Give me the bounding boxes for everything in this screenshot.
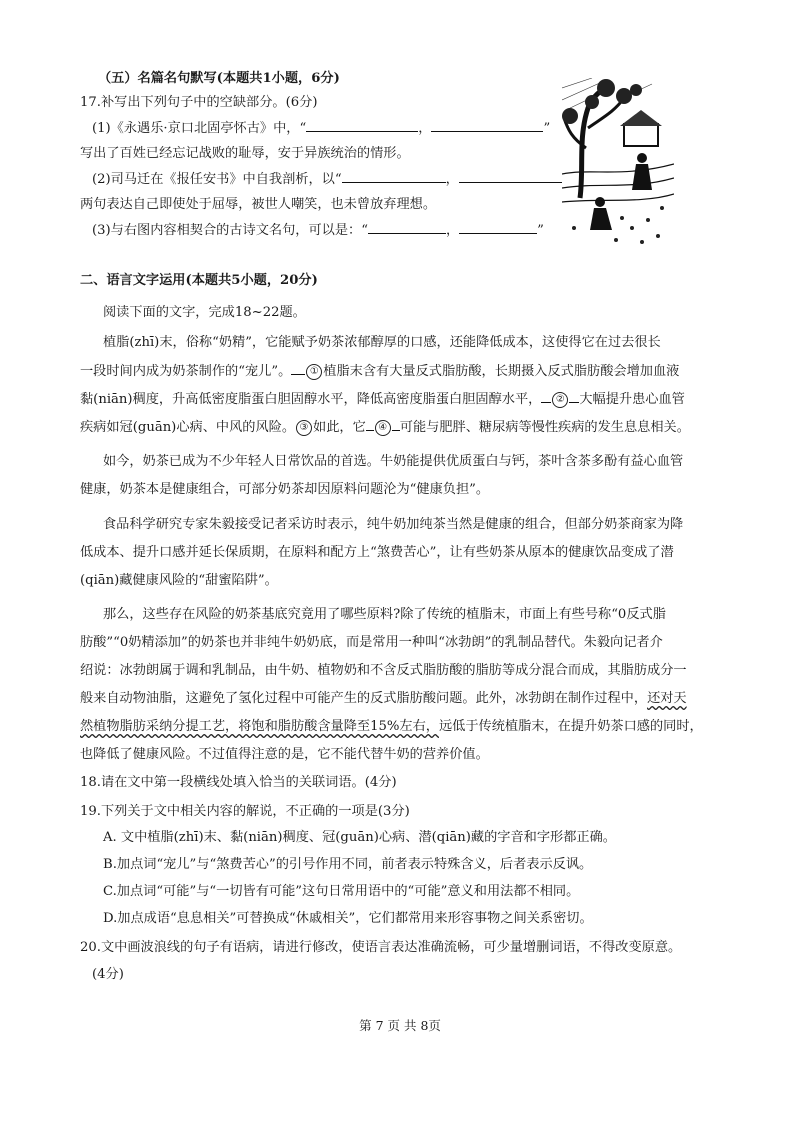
para4-line3: 绍说：冰勃朗属于调和乳制品，由牛奶、植物奶和不含反式脂肪酸的脂肪等成分混合而成，其脂肪成分一 [80, 663, 687, 678]
question-17-3: (3)与右图内容相契合的古诗文名句，可以是：“ ， ” [92, 223, 544, 238]
question-19-option-a[interactable]: A. 文中植脂(zhī)末、黏(niān)稠度、冠(guān)心病、潜(qiān)藏的字音和字形都正确。 [103, 830, 616, 845]
question-19-option-d[interactable]: D.加点成语“息息相关”可替换成“休戚相关”，它们都常用来形容事物之间关系密切。 [103, 911, 593, 926]
para4-line6: 也降低了健康风险。不过值得注意的是，它不能代替牛奶的营养价值。 [80, 747, 489, 762]
para4-line4: 般来自动物油脂，这避免了氢化过程中可能产生的反式脂肪酸问题。此外，冰勃朗在制作过程中，还对天 [80, 691, 687, 706]
para4-line2: 肪酸”“0奶精添加”的奶茶也并非纯牛奶奶底，而是常用一种叫“冰勃朗”的乳制品替代。朱毅向记者介 [80, 635, 663, 650]
section5-heading: （五）名篇名句默写(本题共1小题，6分) [98, 71, 340, 86]
answer-blank[interactable] [392, 418, 400, 431]
reading-intro: 阅读下面的文字，完成18~22题。 [103, 305, 306, 320]
answer-blank[interactable] [459, 221, 537, 234]
question-19: 19.下列关于文中相关内容的解说，不正确的一项是(3分) [80, 804, 410, 819]
answer-blank[interactable] [431, 119, 543, 132]
answer-blank[interactable] [366, 418, 374, 431]
para4-line1: 那么，这些存在风险的奶茶基底究竟用了哪些原料?除了传统的植脂末，市面上有些号称“0反式脂 [103, 607, 666, 622]
section2-heading: 二、语言文字运用(本题共5小题，20分) [80, 273, 318, 288]
para2-line1: 如今，奶茶已成为不少年轻人日常饮品的首选。牛奶能提供优质蛋白与钙，茶叶含茶多酚有益心血管 [103, 454, 684, 469]
question-20: 20.文中画波浪线的句子有语病，请进行修改，使语言表达准确流畅，可少量增删词语，不得改变原意。 [80, 940, 682, 955]
page-footer: 第 7 页 共 8页 [359, 1018, 441, 1033]
answer-blank[interactable] [291, 362, 305, 375]
answer-blank[interactable] [541, 390, 551, 403]
marker-4: ④ [375, 420, 391, 436]
answer-blank[interactable] [569, 390, 579, 403]
para3-line3: (qiān)藏健康风险的“甜蜜陷阱”。 [80, 573, 278, 588]
question-17-1-desc: 写出了百姓已经忘记战败的耻辱，安于异族统治的情形。 [80, 146, 410, 161]
answer-blank[interactable] [459, 170, 563, 183]
answer-blank[interactable] [342, 170, 446, 183]
wavy-underlined-sentence: 然植物脂肪采纳分提工艺，将饱和脂肪酸含量降至15%左右， [80, 719, 439, 734]
para1-line1: 植脂(zhī)末，俗称“奶精”，它能赋予奶茶浓郁醇厚的口感，还能降低成本，这使得它在过去很长 [103, 335, 661, 350]
para1-line3: 黏(niān)稠度，升高低密度脂蛋白胆固醇水平，降低高密度脂蛋白胆固醇水平， ② 大幅提升患心血管 [80, 392, 685, 407]
question-17: 17.补写出下列句子中的空缺部分。(6分) [80, 95, 318, 110]
marker-3: ③ [296, 420, 312, 436]
question-19-option-b[interactable]: B.加点词“宠儿”与“煞费苦心”的引号作用不同，前者表示特殊含义，后者表示反讽。 [103, 857, 593, 872]
question-17-2-desc: 两句表达自己即使处于屈辱，被世人嘲笑，也未曾放弃理想。 [80, 197, 437, 212]
question-19-option-c[interactable]: C.加点词“可能”与“一切皆有可能”这句日常用语中的“可能”意义和用法都不相同。 [103, 884, 580, 899]
wavy-underlined-sentence: 还对天 [647, 691, 687, 706]
para3-line1: 食品科学研究专家朱毅接受记者采访时表示，纯牛奶加纯茶当然是健康的组合，但部分奶茶商家为降 [103, 517, 684, 532]
para4-line5: 然植物脂肪采纳分提工艺，将饱和脂肪酸含量降至15%左右，远低于传统植脂末，在提升奶茶口感的同时， [80, 719, 703, 734]
answer-blank[interactable] [368, 221, 446, 234]
para1-line4: 疾病如冠(guān)心病、中风的风险。 ③ 如此，它 ④ 可能与肥胖、糖尿病等慢性疾病的发生息息相关。 [80, 420, 690, 435]
ancient-painting-illustration-icon [562, 78, 674, 248]
marker-2: ② [552, 392, 568, 408]
para1-line2: 一段时间内成为奶茶制作的“宠儿”。 ① 植脂末含有大量反式脂肪酸，长期摄入反式脂肪酸会增加血液 [80, 364, 680, 379]
question-17-2: (2)司马迁在《报任安书》中自我剖析，以“ ， [92, 170, 570, 189]
marker-1: ① [306, 364, 322, 380]
question-18: 18.请在文中第一段横线处填入恰当的关联词语。(4分) [80, 775, 397, 790]
para2-line2: 健康，奶茶本是健康组合，可部分奶茶却因原料问题沦为“健康负担”。 [80, 482, 490, 497]
question-17-1: (1)《永遇乐·京口北固亭怀古》中，“ ， ” [92, 121, 551, 136]
para3-line2: 低成本、提升口感并延长保质期，在原料和配方上“煞费苦心”，让有些奶茶从原本的健康饮品变成了潜 [80, 545, 674, 560]
answer-blank[interactable] [306, 119, 418, 132]
question-20-points: (4分) [92, 967, 124, 982]
